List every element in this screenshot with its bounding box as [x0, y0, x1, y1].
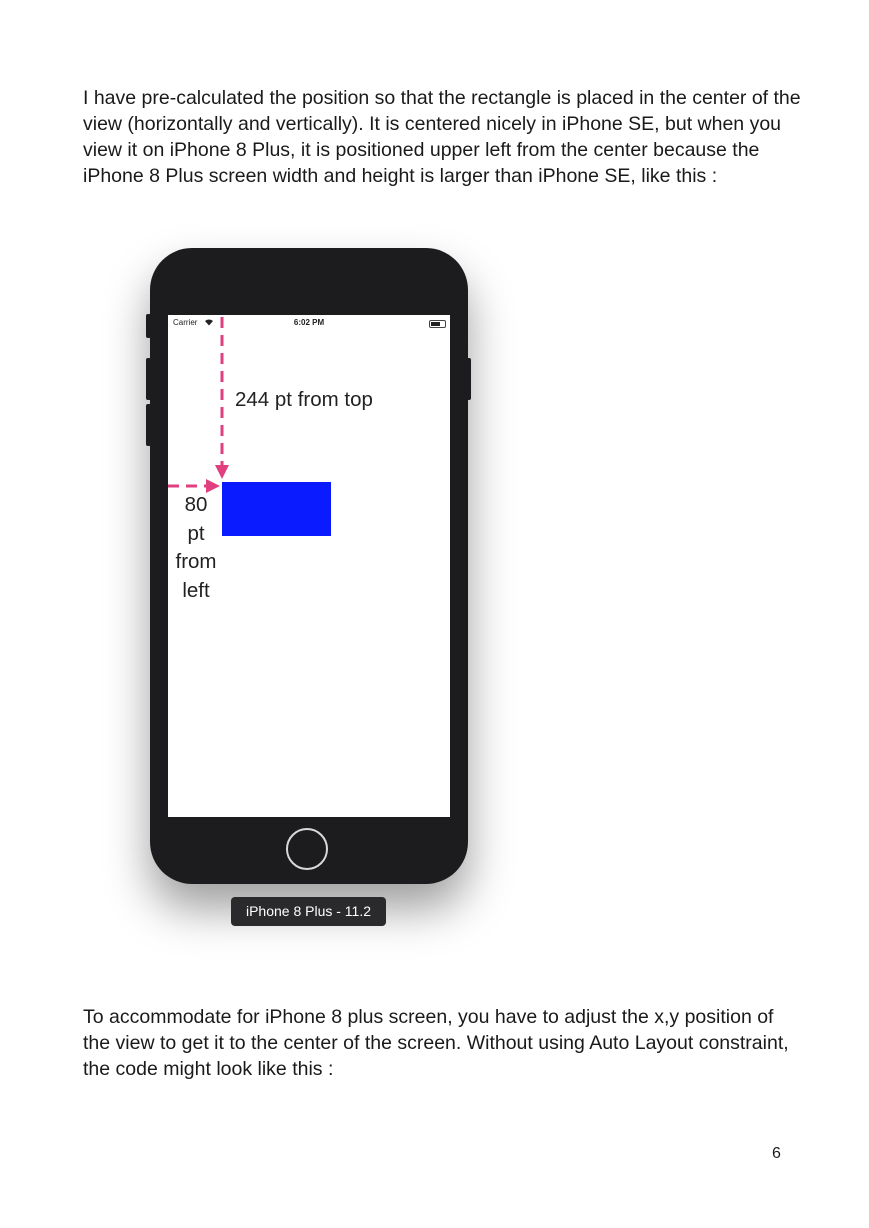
distance-arrows — [168, 315, 450, 515]
page-number: 6 — [772, 1145, 781, 1162]
intro-paragraph: I have pre-calculated the position so that the rectangle is placed in the center of the view (horizontally and vertically). It is centered nicely in iPhone SE, but when you view it on iPhone 8 Plus, it is positioned upper left from the center because the iPhone 8 Plus screen width and height is larger than iPhone SE, like this : — [83, 87, 801, 187]
down-arrowhead — [215, 465, 229, 479]
home-button — [286, 828, 328, 870]
right-arrowhead — [206, 479, 220, 493]
status-time: 6:02 PM — [293, 318, 325, 327]
left-distance-label: 80 pt from left — [175, 493, 217, 602]
outro-paragraph: To accommodate for iPhone 8 plus screen, you have to adjust the x,y position of the view to get it to the center of the screen. Without using Auto Layout constraint, the code might look like this : — [83, 1006, 789, 1080]
device-tag: iPhone 8 Plus - 11.2 — [231, 897, 386, 926]
status-carrier: Carrier — [173, 318, 198, 327]
top-distance-label: 244 pt from top — [235, 388, 373, 411]
